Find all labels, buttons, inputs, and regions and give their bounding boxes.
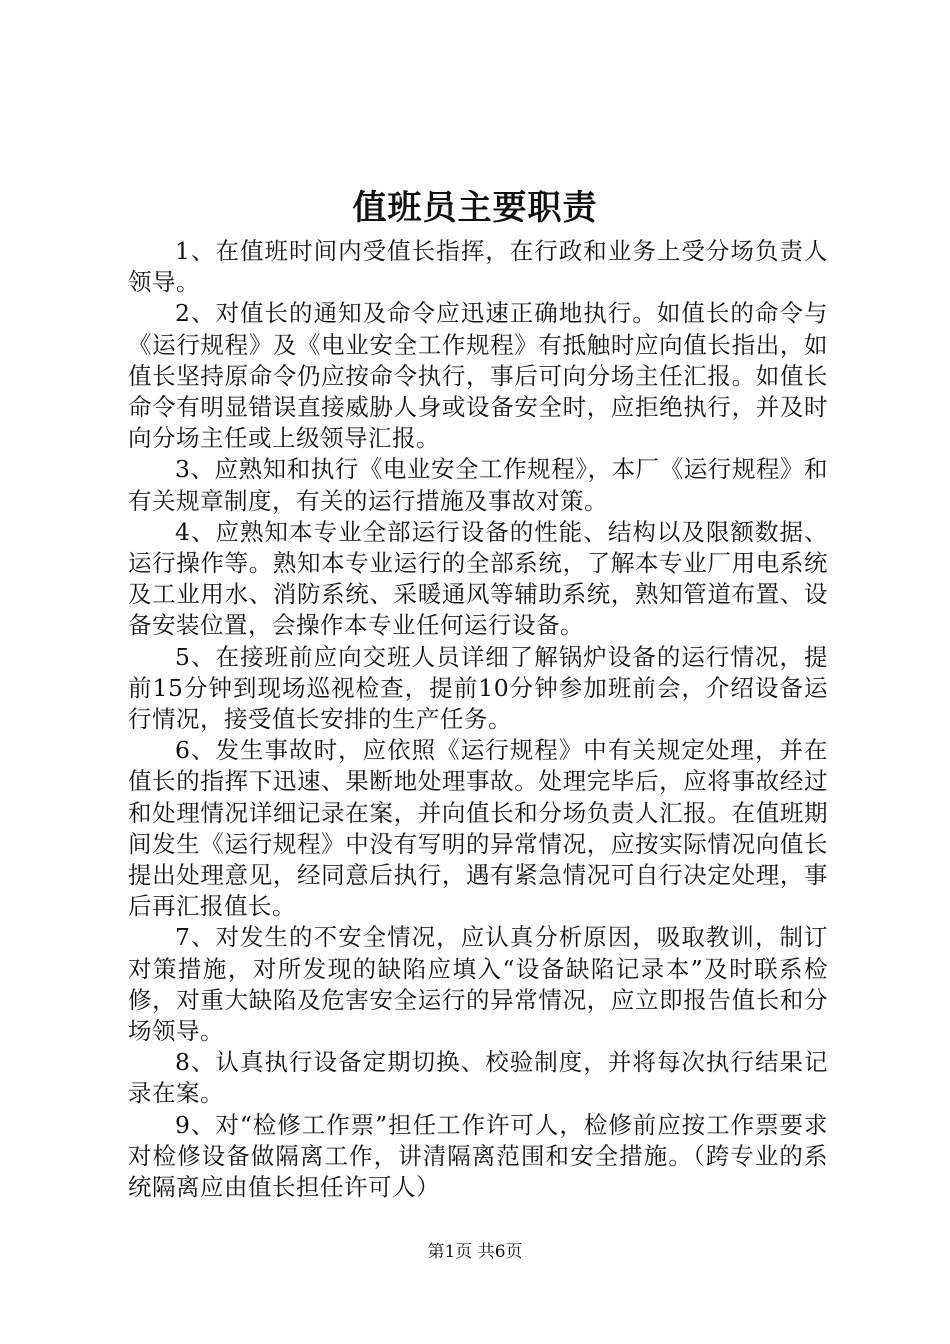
paragraph-3: 3、应熟知和执行《电业安全工作规程》，本厂《运行规程》和有关规章制度，有关的运行措施及事故对策。 xyxy=(128,455,828,515)
document-body xyxy=(128,236,828,1203)
paragraph-4: 4、应熟知本专业全部运行设备的性能、结构以及限额数据、运行操作等。熟知本专业运行的全部系统，了解本专业厂用电系统及工业用水、消防系统、采暖通风等辅助系统，熟知管道布置、设备安装位置，会操作本专业任何运行设备。 xyxy=(128,517,828,640)
paragraph-9: 9、对“检修工作票”担任工作许可人，检修前应按工作票要求对检修设备做隔离工作，讲清隔离范围和安全措施。（跨专业的系统隔离应由值长担任许可人） xyxy=(128,1110,828,1202)
paragraph-8: 8、认真执行设备定期切换、校验制度，并将每次执行结果记录在案。 xyxy=(128,1048,828,1108)
paragraph-5: 5、在接班前应向交班人员详细了解锅炉设备的运行情况，提前15分钟到现场巡视检查，提前10分钟参加班前会，介绍设备运行情况，接受值长安排的生产任务。 xyxy=(128,642,828,734)
paragraph-6: 6、发生事故时，应依照《运行规程》中有关规定处理，并在值长的指挥下迅速、果断地处理事故。处理完毕后，应将事故经过和处理情况详细记录在案，并向值长和分场负责人汇报。在值班期间发生《运行规程》中没有写明的异常情况，应按实际情况向值长提出处理意见，经同意后执行，遇有紧急情况可自行决定处理，事后再汇报值长。 xyxy=(128,736,828,921)
paragraph-7: 7、对发生的不安全情况，应认真分析原因，吸取教训，制订对策措施，对所发现的缺陷应填入“设备缺陷记录本”及时联系检修，对重大缺陷及危害安全运行的异常情况，应立即报告值长和分场领导。 xyxy=(128,923,828,1046)
page-footer: 第1页 共6页 xyxy=(427,1242,523,1262)
document-title: 值班员主要职责 xyxy=(352,188,598,228)
paragraph-2: 2、对值长的通知及命令应迅速正确地执行。如值长的命令与《运行规程》及《电业安全工作规程》有抵触时应向值长指出，如值长坚持原命令仍应按命令执行，事后可向分场主任汇报。如值长命令有明显错误直接威胁人身或设备安全时，应拒绝执行，并及时向分场主任或上级领导汇报。 xyxy=(128,299,828,453)
paragraph-1: 1、在值班时间内受值长指挥，在行政和业务上受分场负责人领导。 xyxy=(128,237,828,297)
